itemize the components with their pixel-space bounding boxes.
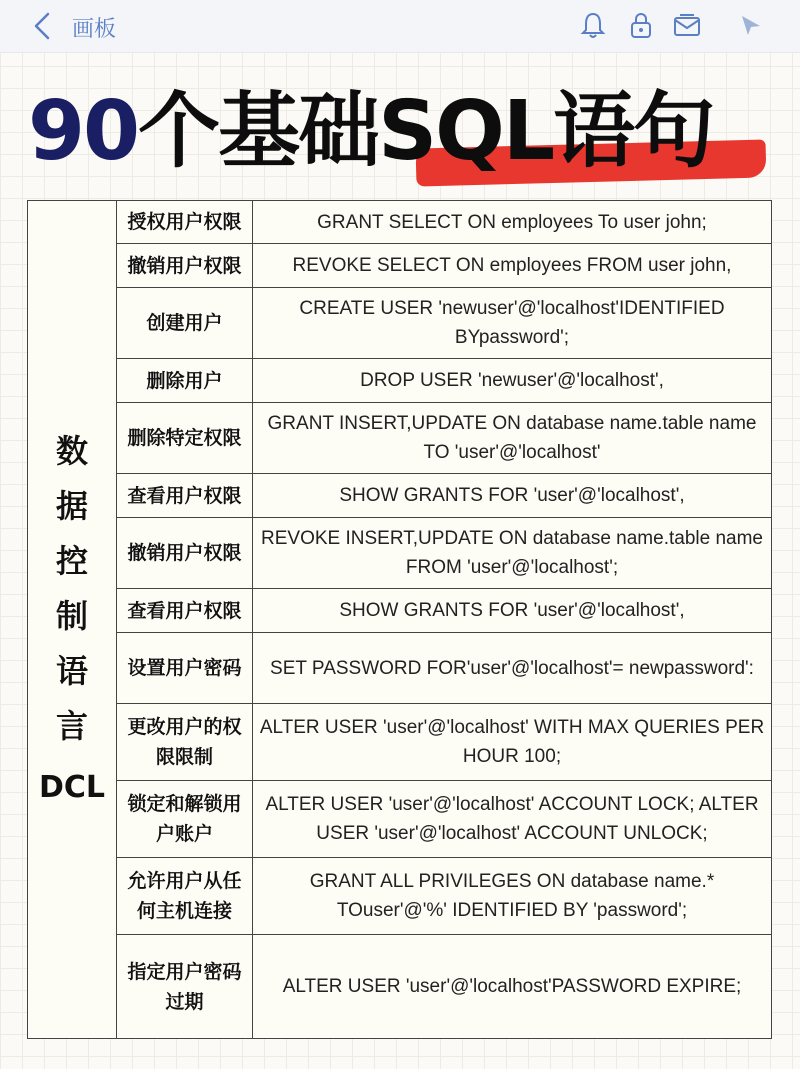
send-icon[interactable] (736, 10, 766, 40)
side-label (28, 201, 117, 1039)
action-cell: 撤销用户权限 (117, 518, 253, 589)
statement-cell: CREATE USER 'newuser'@'localhost'IDENTIFIED BYpassword'; (253, 288, 772, 359)
action-cell: 查看用户权限 (117, 474, 253, 518)
table-row (28, 244, 772, 288)
chevron-left-icon[interactable] (30, 12, 54, 40)
table-row (28, 704, 772, 781)
top-bar (0, 0, 800, 53)
action-cell: 更改用户的权限限制 (117, 704, 253, 781)
statement-cell: REVOKE INSERT,UPDATE ON database name.table name FROM 'user'@'localhost'; (253, 518, 772, 589)
action-cell: 创建用户 (117, 288, 253, 359)
side-char: 据 (55, 487, 88, 525)
table-row (28, 589, 772, 633)
statement-cell: DROP USER 'newuser'@'localhost', (253, 359, 772, 403)
headline-number: 90 (28, 84, 139, 179)
statement-cell: ALTER USER 'user'@'localhost' ACCOUNT LOCK; ALTER USER 'user'@'localhost' ACCOUNT UNLOCK; (253, 781, 772, 858)
action-cell: 锁定和解锁用户账户 (117, 781, 253, 858)
side-suffix: DCL (38, 770, 106, 805)
action-cell: 撤销用户权限 (117, 244, 253, 288)
table-row (28, 858, 772, 935)
table-row (28, 781, 772, 858)
table-row (28, 518, 772, 589)
bell-icon[interactable] (578, 10, 608, 40)
table-row (28, 359, 772, 403)
statement-cell: SET PASSWORD FOR'user'@'localhost'= newpassword': (253, 633, 772, 704)
side-char: 控 (55, 542, 88, 580)
action-cell: 指定用户密码过期 (117, 935, 253, 1039)
table-row (28, 474, 772, 518)
statement-cell: ALTER USER 'user'@'localhost' WITH MAX QUERIES PER HOUR 100; (253, 704, 772, 781)
page-title: 画板 (72, 17, 117, 42)
side-char: 数 (55, 432, 88, 470)
sql-table (27, 200, 772, 1039)
action-cell: 删除用户 (117, 359, 253, 403)
table-row (28, 935, 772, 1039)
action-cell: 授权用户权限 (117, 201, 253, 244)
table-row (28, 633, 772, 704)
statement-cell: REVOKE SELECT ON employees FROM user john, (253, 244, 772, 288)
statement-cell: GRANT INSERT,UPDATE ON database name.table name TO 'user'@'localhost' (253, 403, 772, 474)
statement-cell: SHOW GRANTS FOR 'user'@'localhost', (253, 474, 772, 518)
table-row (28, 288, 772, 359)
statement-cell: GRANT ALL PRIVILEGES ON database name.* TOuser'@'%' IDENTIFIED BY 'password'; (253, 858, 772, 935)
statement-cell: GRANT SELECT ON employees To user john; (253, 201, 772, 244)
action-cell: 允许用户从任何主机连接 (117, 858, 253, 935)
mail-icon[interactable] (672, 10, 702, 40)
side-char: 言 (55, 707, 88, 745)
table-row (28, 201, 772, 244)
action-cell: 删除特定权限 (117, 403, 253, 474)
statement-cell: ALTER USER 'user'@'localhost'PASSWORD EXPIRE; (253, 935, 772, 1039)
headline-text (28, 82, 713, 182)
table-row (28, 403, 772, 474)
headline-title: 个基础SQL语句 (138, 84, 714, 179)
lock-icon[interactable] (626, 10, 656, 40)
action-cell: 查看用户权限 (117, 589, 253, 633)
action-cell: 设置用户密码 (117, 633, 253, 704)
side-char: 语 (55, 652, 88, 690)
side-char: 制 (55, 597, 88, 635)
statement-cell: SHOW GRANTS FOR 'user'@'localhost', (253, 589, 772, 633)
